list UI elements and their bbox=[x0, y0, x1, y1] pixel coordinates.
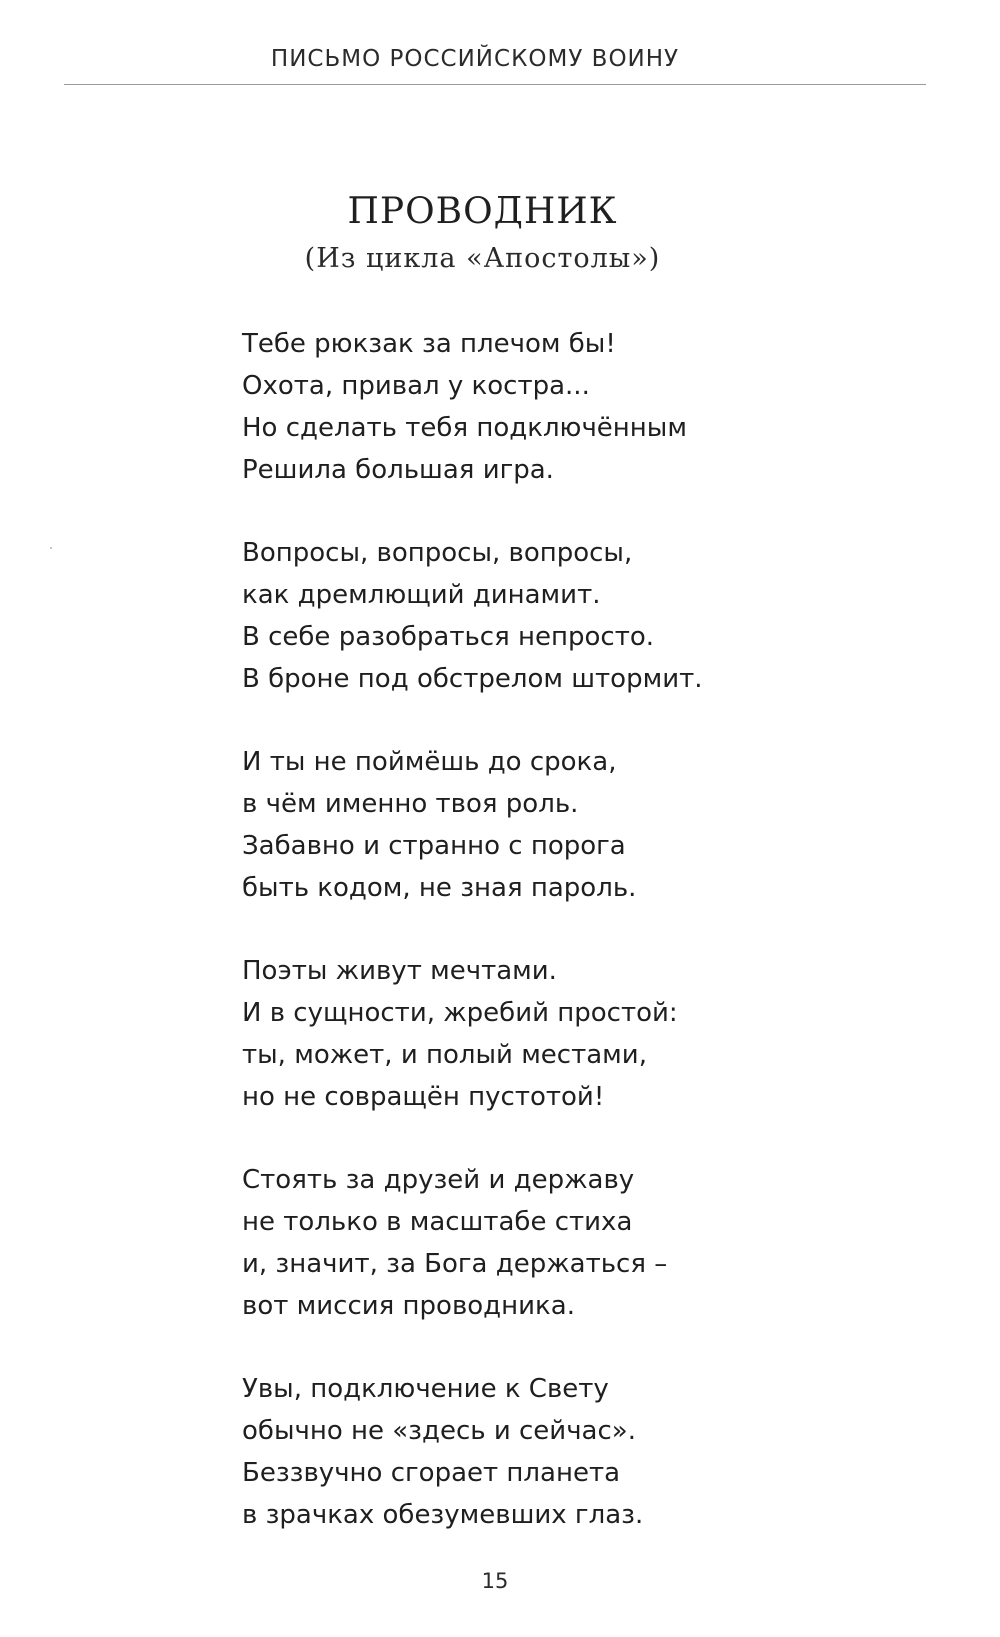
stanza bbox=[242, 1368, 942, 1536]
verse-line: Вопросы, вопросы, вопросы, bbox=[242, 538, 633, 568]
verse-line: и, значит, за Бога держаться – bbox=[242, 1249, 668, 1279]
verse-line: Решила большая игра. bbox=[242, 455, 554, 485]
stanza bbox=[242, 323, 942, 491]
verse-line: Тебе рюкзак за плечом бы! bbox=[242, 329, 616, 359]
verse-line: вот миссия проводника. bbox=[242, 1291, 575, 1321]
verse-line: ты, может, и полый местами, bbox=[242, 1040, 647, 1070]
stanza bbox=[242, 532, 942, 700]
running-head: ПИСЬМО РОССИЙСКОМУ ВОИНУ bbox=[270, 46, 680, 72]
header-divider bbox=[64, 84, 926, 85]
verse-line: Стоять за друзей и державу bbox=[242, 1165, 635, 1195]
verse-line: не только в масштабе стиха bbox=[242, 1207, 633, 1237]
poem-subtitle: (Из цикла «Апостолы») bbox=[304, 243, 661, 274]
stanza bbox=[242, 741, 942, 909]
verse-line: В себе разобраться непросто. bbox=[242, 622, 655, 652]
stanza bbox=[242, 1159, 942, 1327]
scan-speck bbox=[50, 547, 52, 549]
verse-line: в зрачках обезумевших глаз. bbox=[242, 1500, 644, 1530]
poem-title: ПРОВОДНИК bbox=[347, 191, 618, 232]
poem-body bbox=[242, 323, 942, 1577]
verse-line: быть кодом, не зная пароль. bbox=[242, 873, 637, 903]
verse-line: В броне под обстрелом штормит. bbox=[242, 664, 703, 694]
verse-line: но не совращён пустотой! bbox=[242, 1082, 605, 1112]
stanza bbox=[242, 950, 942, 1118]
verse-line: Беззвучно сгорает планета bbox=[242, 1458, 621, 1488]
verse-line: И в сущности, жребий простой: bbox=[242, 998, 678, 1028]
verse-line: Но сделать тебя подключённым bbox=[242, 413, 687, 443]
page-number: 15 bbox=[481, 1569, 509, 1593]
verse-line: Поэты живут мечтами. bbox=[242, 956, 557, 986]
verse-line: Охота, привал у костра... bbox=[242, 371, 590, 401]
verse-line: в чём именно твоя роль. bbox=[242, 789, 579, 819]
verse-line: Забавно и странно с порога bbox=[242, 831, 626, 861]
verse-line: обычно не «здесь и сейчас». bbox=[242, 1416, 636, 1446]
verse-line: Увы, подключение к Свету bbox=[242, 1374, 609, 1404]
verse-line: И ты не поймёшь до срока, bbox=[242, 747, 617, 777]
verse-line: как дремлющий динамит. bbox=[242, 580, 601, 610]
